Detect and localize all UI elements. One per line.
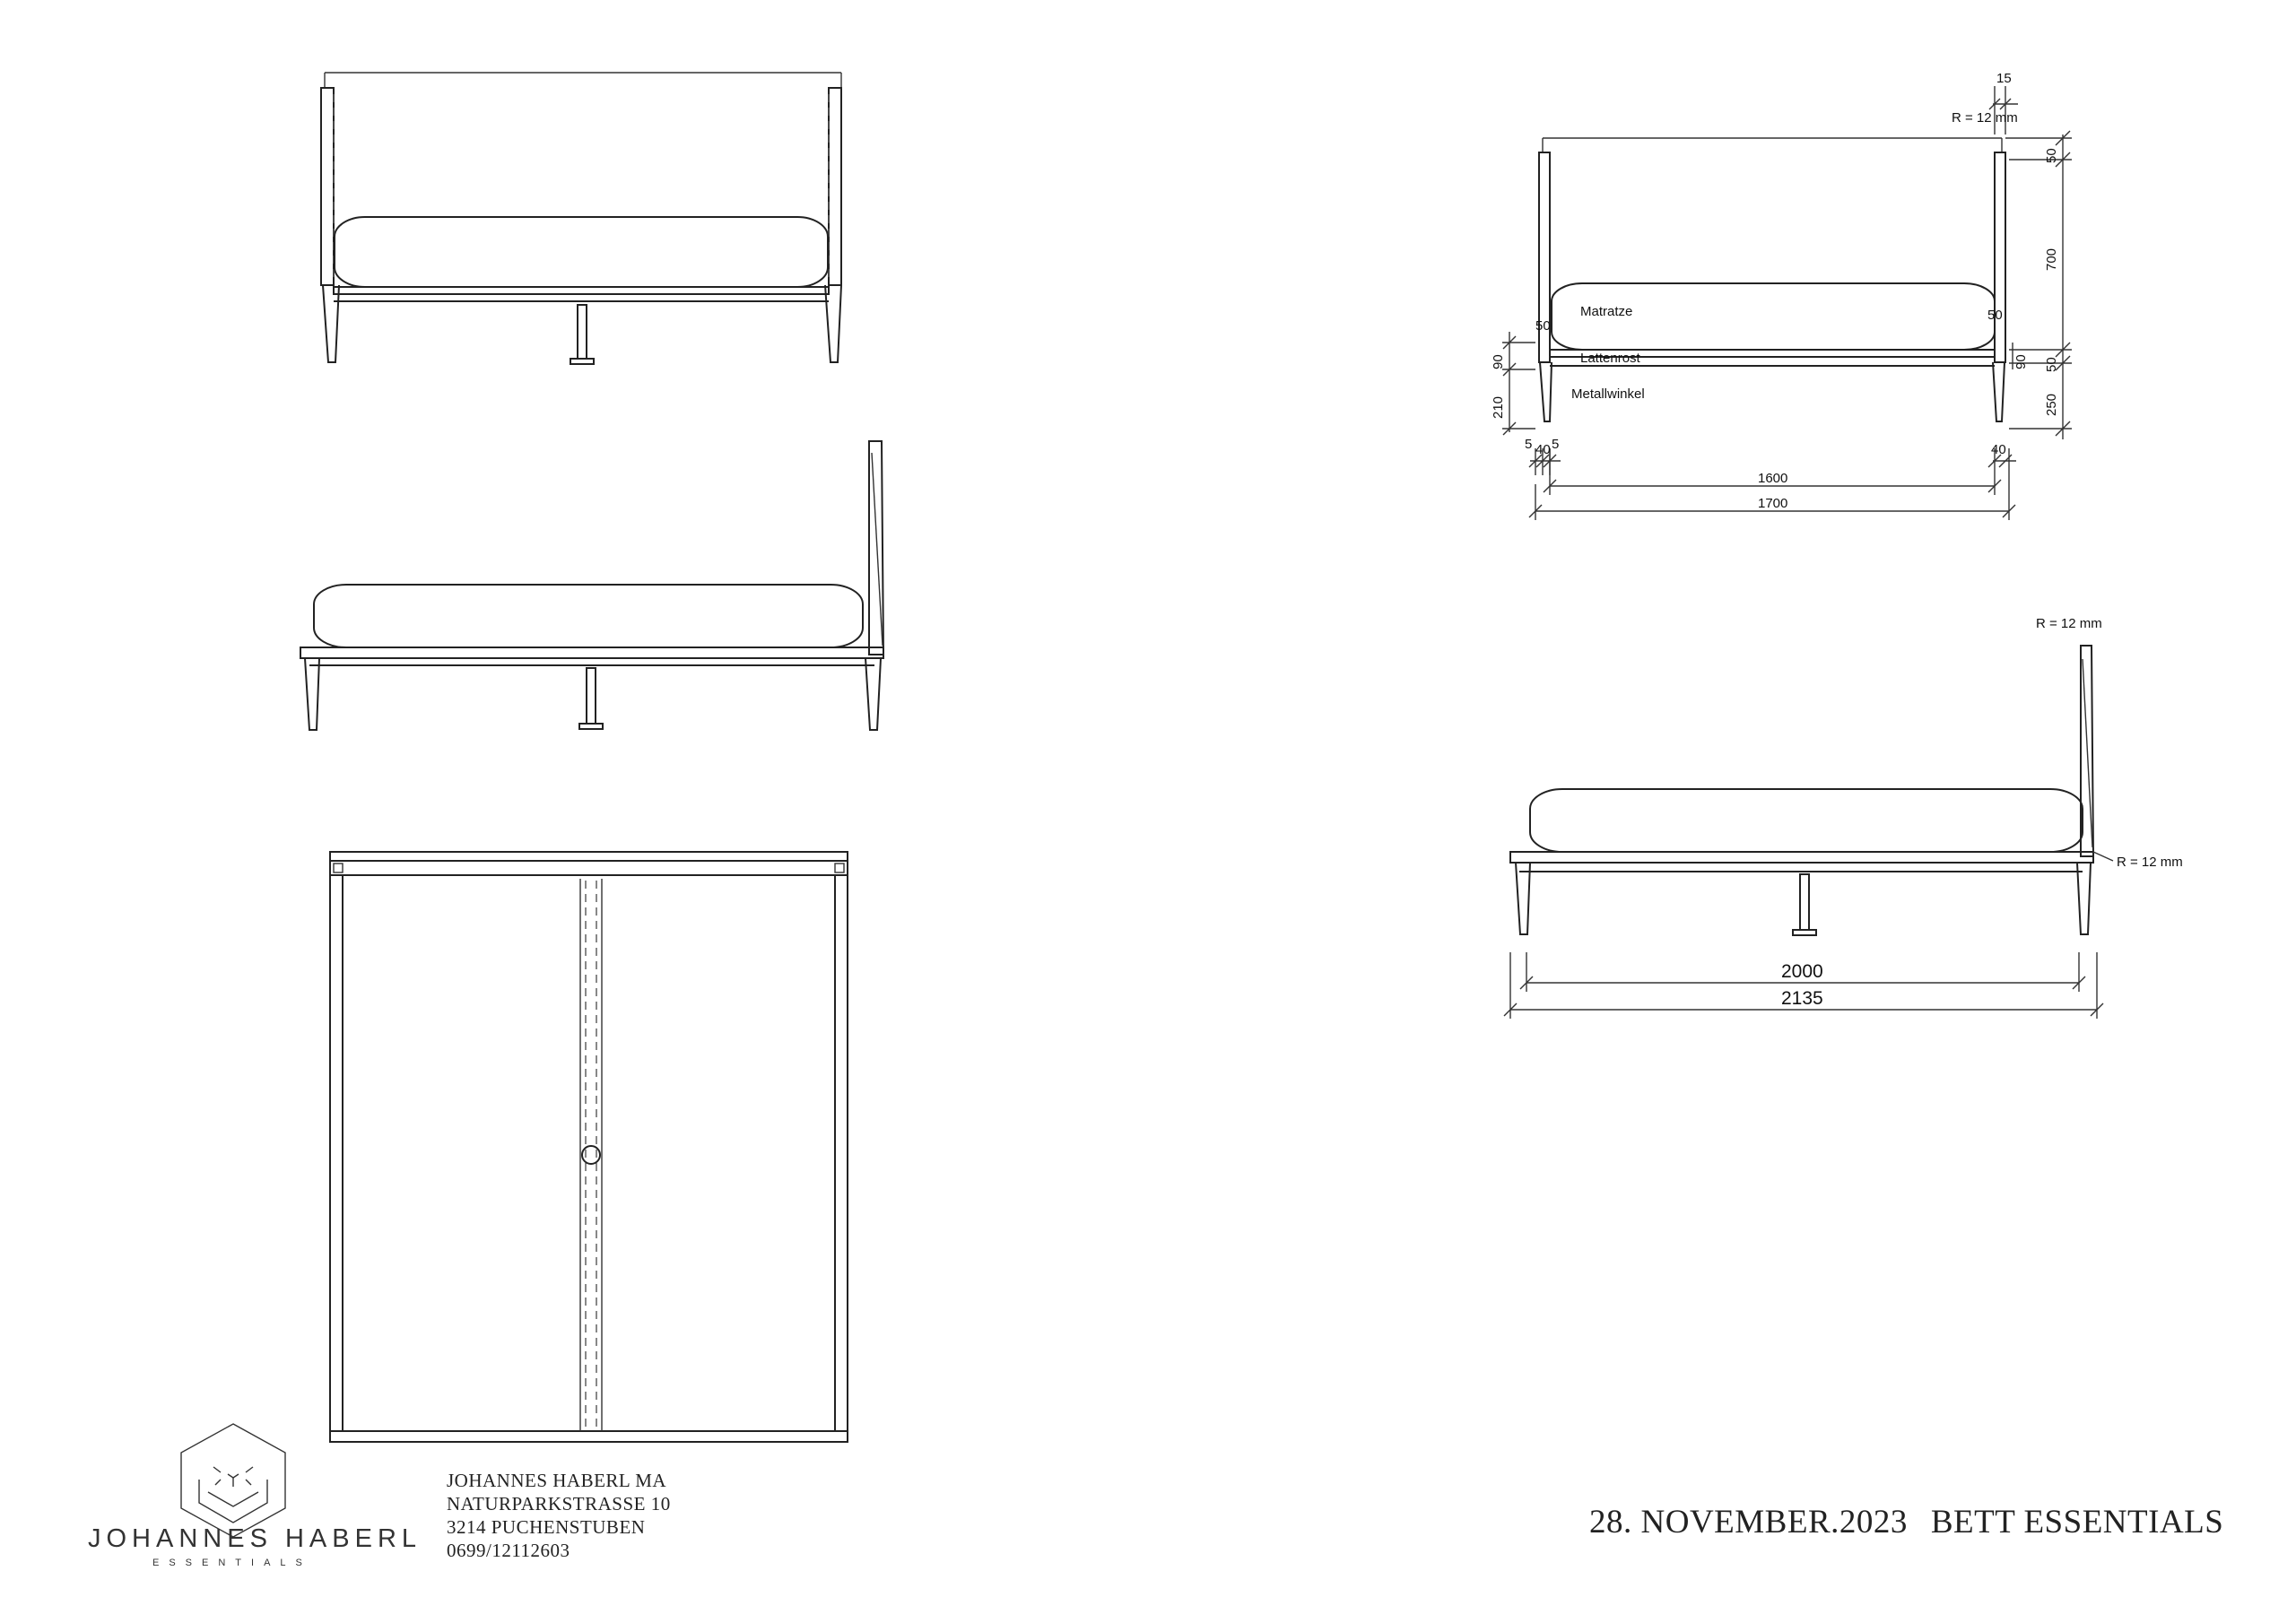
front-view-dimensioned	[1491, 71, 2072, 520]
drawing-date: 28. NOVEMBER.2023	[1589, 1504, 1908, 1541]
dim-right-700: 700	[2044, 247, 2059, 271]
dim-left-90: 90	[1491, 354, 1506, 369]
dim-right-inner-50: 50	[1987, 308, 2003, 323]
front-view-left	[321, 73, 841, 364]
dim-radius-front: R = 12 mm	[1952, 110, 2018, 126]
address-line-city: 3214 PUCHENSTUBEN	[447, 1516, 646, 1538]
dim-right-90: 90	[2013, 354, 2029, 369]
dim-radius-side-bottom: R = 12 mm	[2117, 855, 2183, 870]
dim-bottom-5a: 5	[1525, 437, 1533, 452]
address-line-name: JOHANNES HABERL MA	[447, 1470, 667, 1491]
dim-inner-width: 1600	[1758, 471, 1788, 486]
dim-bottom-5b: 5	[1552, 437, 1560, 452]
plan-view-left	[330, 852, 848, 1442]
label-bracket: Metallwinkel	[1571, 386, 1645, 402]
logo-name: JOHANNES HABERL	[88, 1524, 422, 1553]
label-slats: Lattenrost	[1580, 351, 1640, 366]
dim-bottom-40: 40	[1535, 442, 1551, 457]
dim-left-210: 210	[1491, 395, 1506, 419]
side-view-dimensioned	[1504, 616, 2183, 1019]
dim-right-250: 250	[2044, 393, 2059, 416]
dim-bottom-right-40: 40	[1991, 442, 2006, 457]
dim-outer-length: 2135	[1781, 988, 1823, 1009]
dim-left-inner-50: 50	[1535, 318, 1551, 334]
dim-right-50-top: 50	[2044, 148, 2059, 163]
dim-right-50-bottom: 50	[2044, 357, 2059, 372]
side-view-left	[300, 441, 883, 730]
address-line-phone: 0699/12112603	[447, 1540, 570, 1561]
title-block	[1589, 1503, 2247, 1541]
logo-mark-icon	[181, 1424, 285, 1537]
address-line-street: NATURPARKSTRASSE 10	[447, 1493, 671, 1515]
label-mattress: Matratze	[1580, 304, 1633, 319]
dim-radius-side-top: R = 12 mm	[2036, 616, 2102, 631]
dim-top-offset: 15	[1996, 71, 2012, 86]
dim-outer-width: 1700	[1758, 496, 1788, 511]
dim-inner-length: 2000	[1781, 961, 1823, 982]
address-block	[447, 1469, 671, 1562]
project-title: BETT ESSENTIALS	[1930, 1504, 2224, 1541]
logo-subtitle: ESSENTIALS	[152, 1558, 312, 1568]
